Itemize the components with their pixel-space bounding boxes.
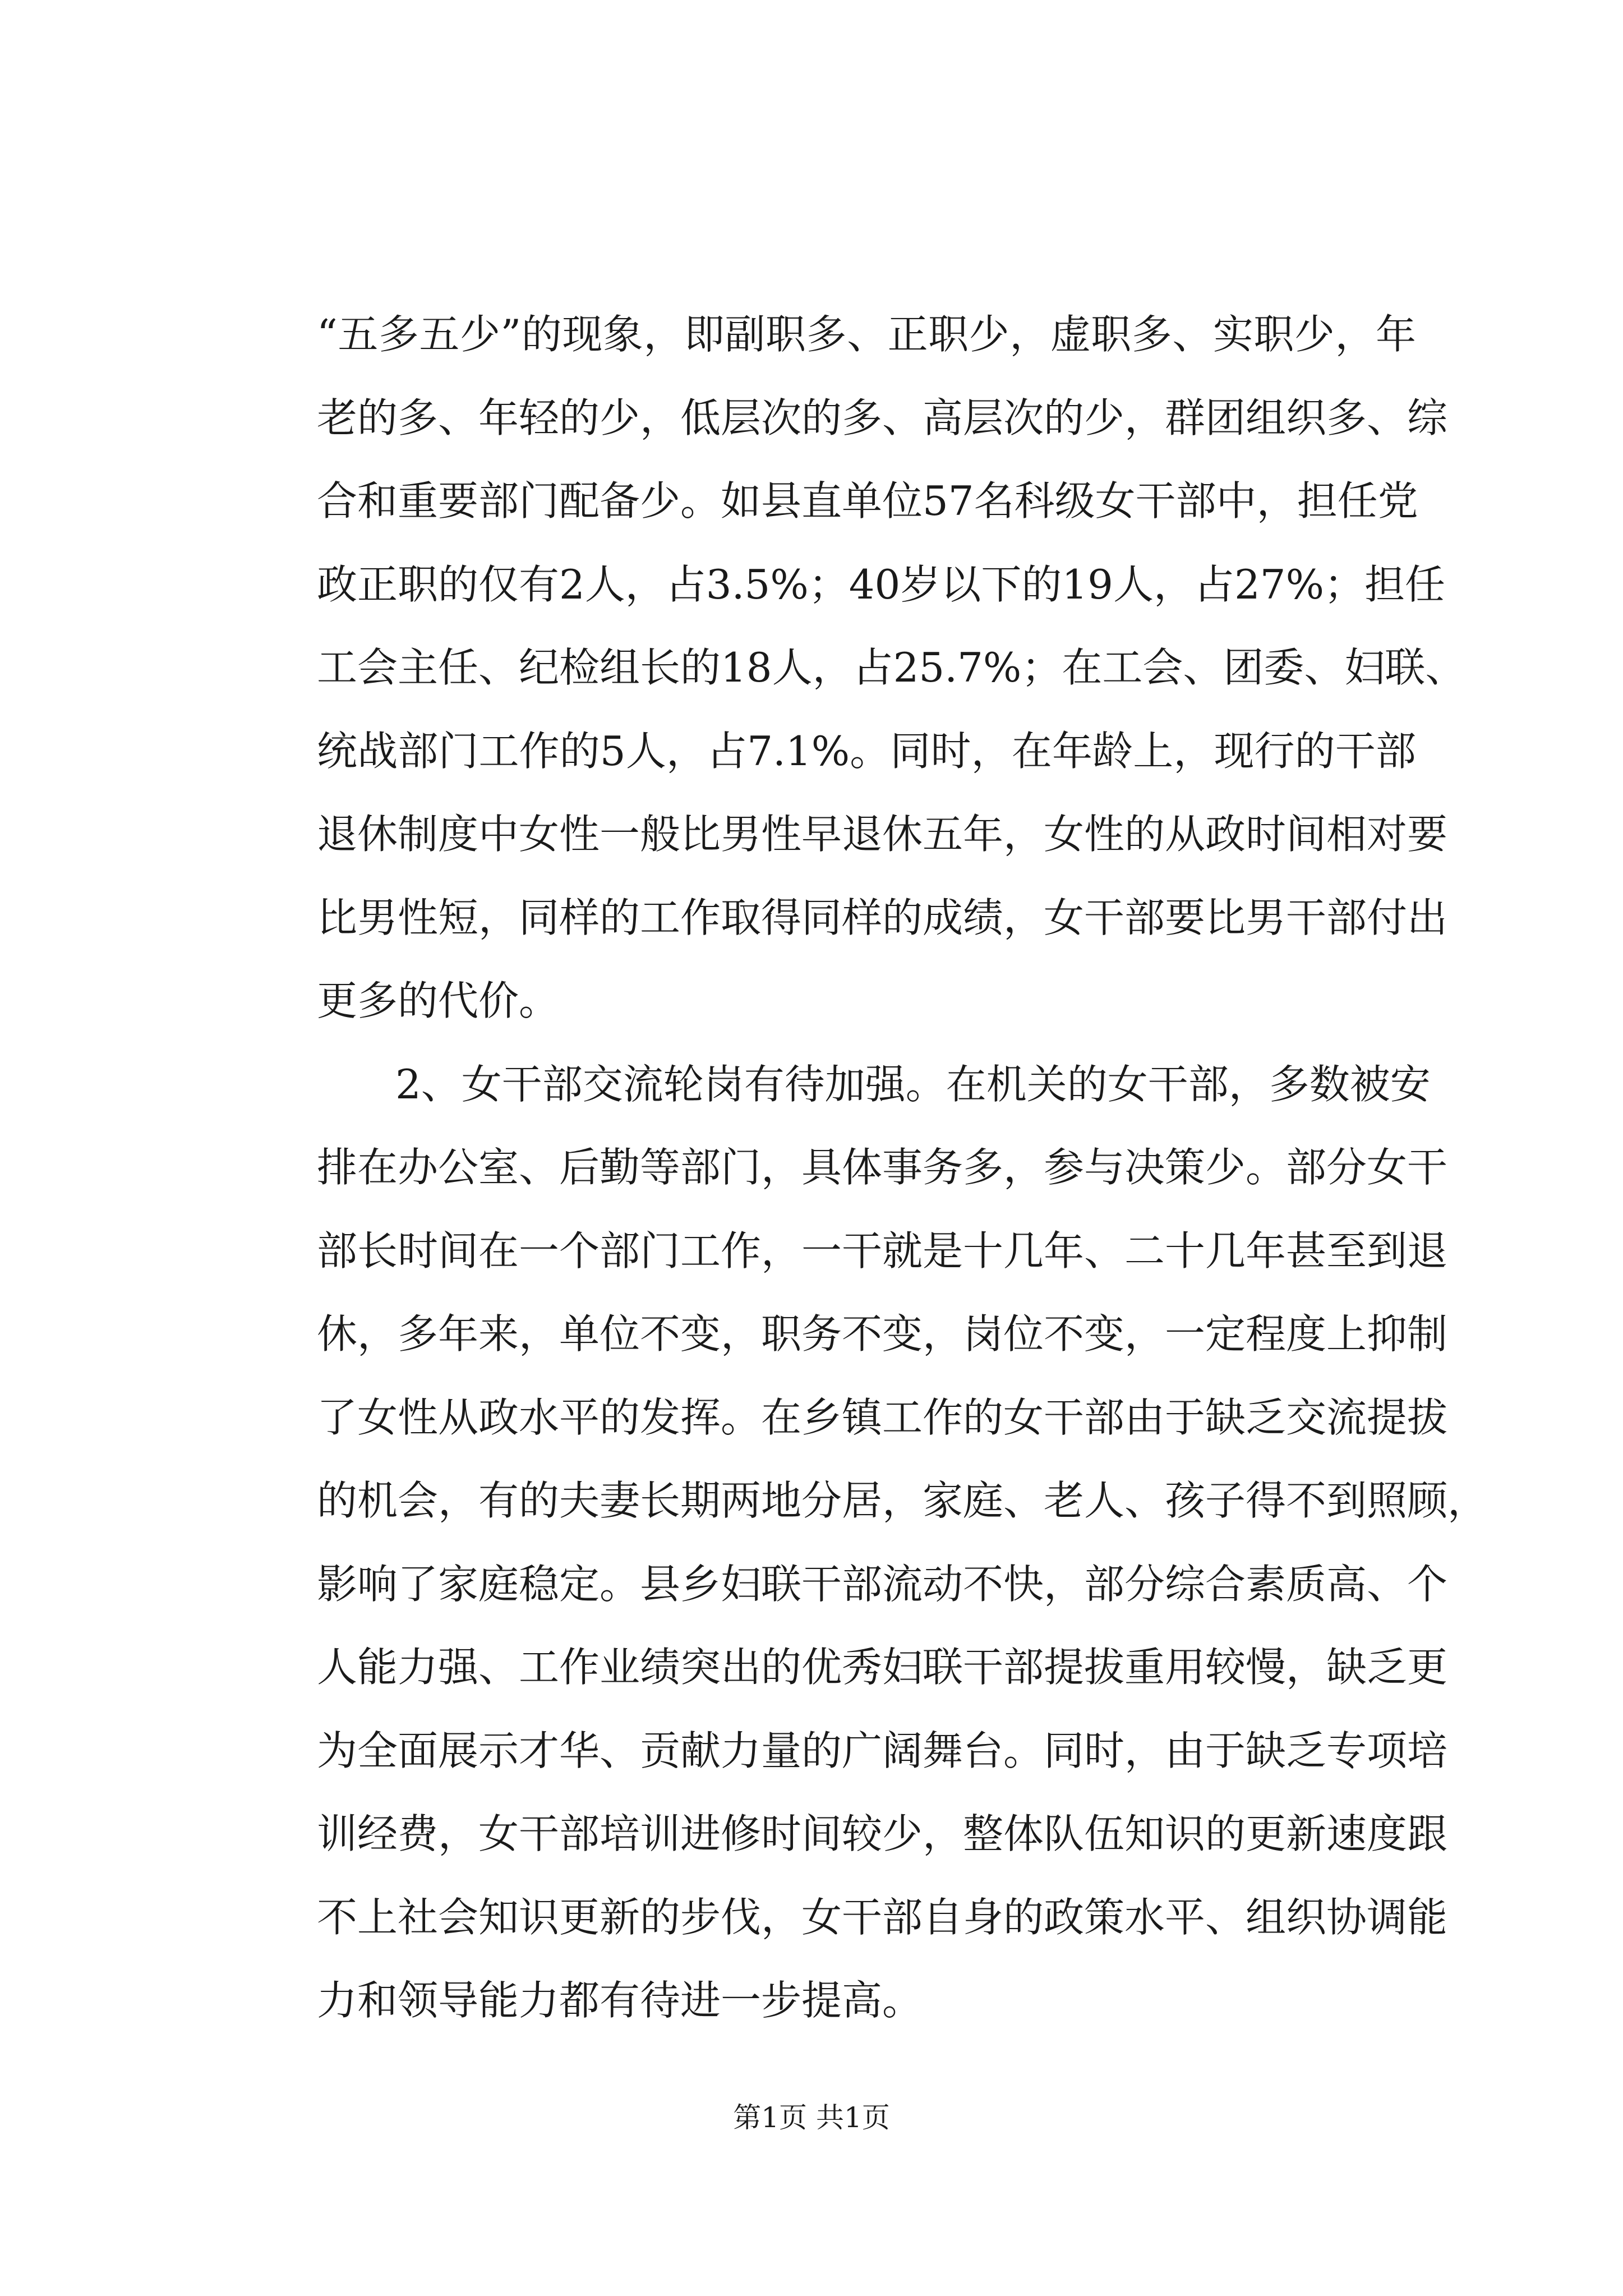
paragraph-2-line: 了女性从政水平的发挥。在乡镇工作的女干部由于缺乏交流提拔: [317, 1393, 1448, 1441]
paragraph-1-line: 比男性短，同样的工作取得同样的成绩，女干部要比男干部付出: [317, 894, 1448, 941]
paragraph-1-line: 老的多、年轻的少，低层次的多、高层次的少，群团组织多、综: [317, 394, 1448, 441]
paragraph-2-line: 不上社会知识更新的步伐，女干部自身的政策水平、组织协调能: [317, 1893, 1448, 1941]
paragraph-1: [317, 293, 1466, 1043]
paragraph-1-line: 政正职的仅有2人，占3.5%；40岁以下的19人，占27%；担任: [317, 560, 1445, 608]
paragraph-2-line: 的机会，有的夫妻长期两地分居，家庭、老人、孩子得不到照顾，: [317, 1477, 1488, 1524]
paragraph-2-line: 2、女干部交流轮岗有待加强。在机关的女干部，多数被安: [395, 1060, 1431, 1108]
paragraph-1-line: “五多五少”的现象，即副职多、正职少，虚职多、实职少，年: [317, 311, 1416, 358]
paragraph-1-line: 工会主任、纪检组长的18人，占25.7%；在工会、团委、妇联、: [317, 644, 1466, 691]
paragraph-2-line: 影响了家庭稳定。县乡妇联干部流动不快，部分综合素质高、个: [317, 1560, 1448, 1608]
paragraph-1-line: 统战部门工作的5人，占7.1%。同时，在年龄上，现行的干部: [317, 727, 1416, 775]
paragraph-2-line: 部长时间在一个部门工作，一干就是十几年、二十几年甚至到退: [317, 1227, 1448, 1274]
paragraph-2-line: 休，多年来，单位不变，职务不变，岗位不变，一定程度上抑制: [317, 1310, 1448, 1358]
paragraph-1-line: 退休制度中女性一般比男性早退休五年，女性的从政时间相对要: [317, 811, 1448, 858]
paragraph-2-line: 人能力强、工作业绩突出的优秀妇联干部提拔重用较慢，缺乏更: [317, 1644, 1448, 1691]
page-number-label: 第1页 共1页: [733, 2101, 890, 2134]
paragraph-2-line: 排在办公室、后勤等部门，具体事务多，参与决策少。部分女干: [317, 1144, 1448, 1191]
paragraph-2-line: 为全面展示才华、贡献力量的广阔舞台。同时，由于缺乏专项培: [317, 1727, 1448, 1774]
paragraph-1-line: 合和重要部门配备少。如县直单位57名科级女干部中，担任党: [317, 477, 1418, 524]
paragraph-2-line: 力和领导能力都有待进一步提高。: [317, 1977, 923, 2024]
page-footer: [0, 2101, 1623, 2134]
paragraph-2-line: 训经费，女干部培训进修时间较少，整体队伍知识的更新速度跟: [317, 1810, 1448, 1857]
paragraph-1-line: 更多的代价。: [317, 977, 560, 1024]
paragraph-2: [317, 1043, 1488, 2042]
document-body: [317, 293, 1488, 2042]
